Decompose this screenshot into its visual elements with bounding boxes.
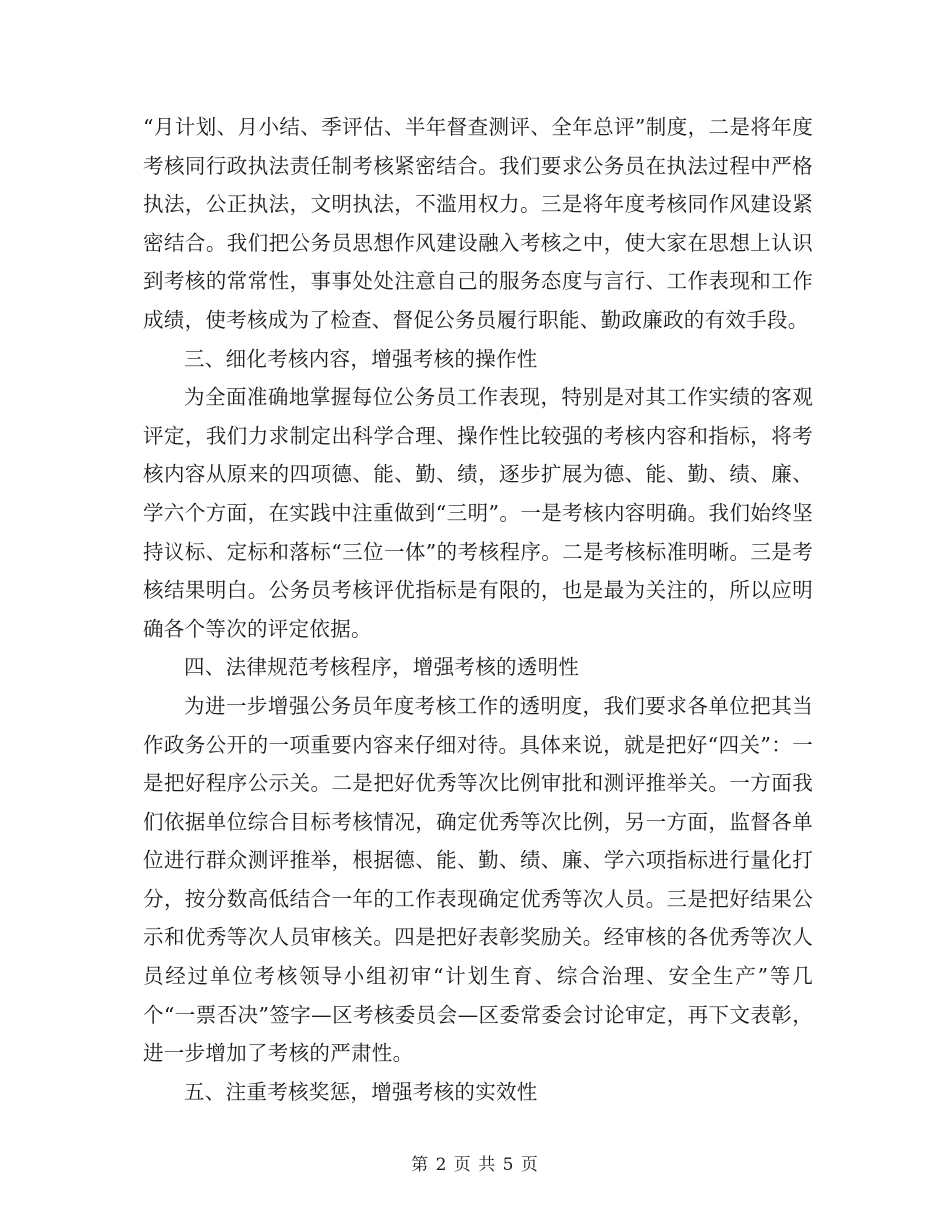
paragraph-section-3: 为全面准确地掌握每位公务员工作表现，特别是对其工作实绩的客观评定，我们力求制定出科学合理、操作性比较强的考核内容和指标，将考核内容从原来的四项德、能、勤、绩，逐步扩展为德、能、勤、绩、廉、学六个方面，在实践中注重做到“三明”。一是考核内容明确。我们始终坚持议标、定标和落标“三位一体”的考核程序。二是考核标准明晰。三是考核结果明白。公务员考核评优指标是有限的，也是最为关注的，所以应明确各个等次的评定依据。 xyxy=(143,385,813,641)
paragraph-section-4: 为进一步增强公务员年度考核工作的透明度，我们要求各单位把其当作政务公开的一项重要内容来仔细对待。具体来说，就是把好“四关”：一是把好程序公示关。二是把好优秀等次比例审批和测评推举关。一方面我们依据单位综合目标考核情况，确定优秀等次比例，另一方面，监督各单位进行群众测评推举，根据德、能、勤、绩、廉、学六项指标进行量化打分，按分数高低结合一年的工作表现确定优秀等次人员。三是把好结果公示和优秀等次人员审核关。四是把好表彰奖励关。经审核的各优秀等次人员经过单位考核领导小组初审“计划生育、综合治理、安全生产”等几个“一票否决”签字—区考核委员会—区委常委会讨论审定，再下文表彰，进一步增加了考核的严肃性。 xyxy=(143,693,813,1066)
page-footer: 第 2 页 共 5 页 xyxy=(411,1155,539,1175)
paragraph-body-continued: “月计划、月小结、季评估、半年督查测评、全年总评”制度，二是将年度考核同行政执法责任制考核紧密结合。我们要求公务员在执法过程中严格执法，公正执法，文明执法，不滥用权力。三是将年度考核同作风建设紧密结合。我们把公务员思想作风建设融入考核之中，使大家在思想上认识到考核的常常性，事事处处注意自己的服务态度与言行、工作表现和工作成绩，使考核成为了检查、督促公务员履行职能、勤政廉政的有效手段。 xyxy=(143,115,813,332)
section-heading-3: 三、细化考核内容，增强考核的操作性 xyxy=(184,346,538,371)
document-body xyxy=(143,108,813,1111)
section-heading-5: 五、注重考核奖惩，增强考核的实效性 xyxy=(184,1079,538,1104)
section-heading-4: 四、法律规范考核程序，增强考核的透明性 xyxy=(184,655,580,680)
